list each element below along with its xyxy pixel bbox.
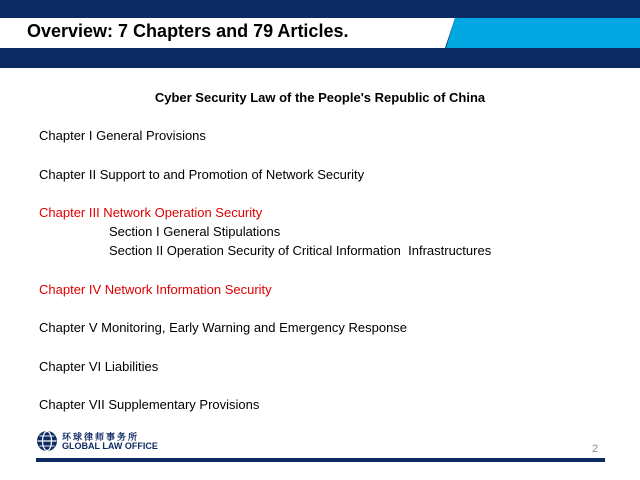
law-title: Cyber Security Law of the People's Republic of China (154, 90, 486, 105)
globe-icon (36, 430, 58, 452)
chapter-3-section-2: Section II Operation Security of Critical Information Infrastructures (109, 243, 492, 258)
chapter-5: Chapter V Monitoring, Early Warning and Emergency Response (39, 320, 408, 335)
chapter-4: Chapter IV Network Information Security (39, 282, 272, 297)
chapter-3: Chapter III Network Operation Security (39, 205, 263, 220)
logo-chinese-text: 环球律师事务所 (62, 432, 140, 442)
chapter-6: Chapter VI Liabilities (39, 359, 159, 374)
title-accent-panel (446, 18, 640, 48)
chapter-2: Chapter II Support to and Promotion of Network Security (39, 167, 365, 182)
title-bar (0, 18, 640, 48)
chapter-1: Chapter I General Provisions (39, 128, 206, 143)
chapter-7: Chapter VII Supplementary Provisions (39, 397, 260, 412)
page-title: Overview: 7 Chapters and 79 Articles. (27, 21, 349, 41)
page-number: 2 (592, 443, 599, 455)
logo-english-text: GLOBAL LAW OFFICE (62, 441, 158, 451)
chapter-3-section-1: Section I General Stipulations (109, 224, 281, 239)
footer-divider (36, 458, 605, 462)
global-law-office-logo (36, 430, 176, 454)
